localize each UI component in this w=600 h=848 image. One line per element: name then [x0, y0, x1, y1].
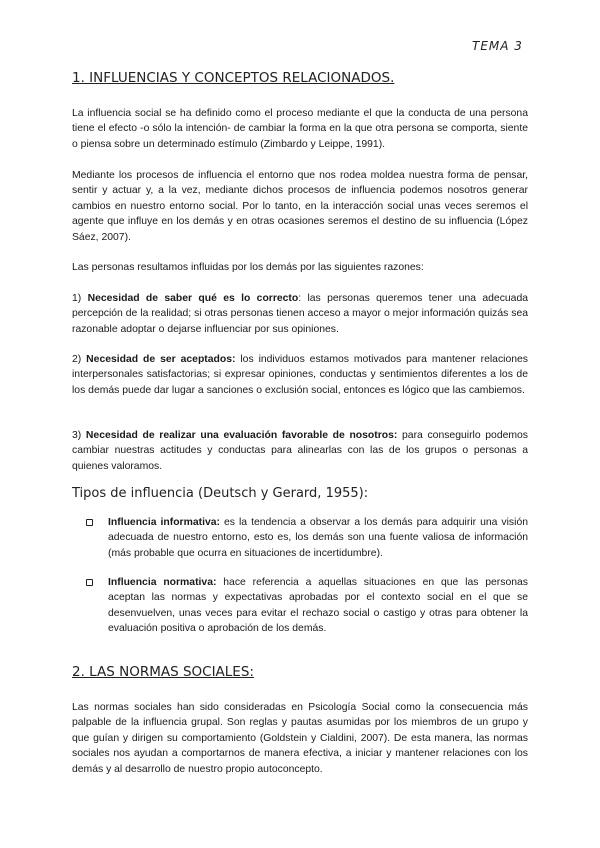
bullet-title: Influencia informativa: [108, 517, 220, 528]
page-header-tema: TEMA 3 [472, 39, 523, 53]
reason-text: para conseguirlo podemos cambiar nuestras actitudes y conductas para alinearlas con las de los grupos o personas a quienes valoramos. [72, 430, 529, 472]
section-2-title: 2. LAS NORMAS SOCIALES: [72, 664, 254, 680]
checkbox-bullet-icon [86, 519, 93, 526]
bullet-title: Influencia normativa: [108, 577, 217, 588]
paragraph-normas-sociales: Las normas sociales han sido consideradas en Psicología Social como la consecuencia más palpable de la influencia grupal. Son reglas y pautas asumidas por los miembros de un grupo y que guían y dirigen su comportamiento (Goldstein y Cialdini, 2007). De esta manera, las normas sociales nos ayudan a comportarnos de manera efectiva, a iniciar y mantener relaciones con los demás y al desarrollo de nuestro propio autoconcepto. [72, 702, 528, 775]
list-item-influencia-informativa [86, 515, 528, 561]
reason-item-3 [72, 428, 528, 474]
checkbox-bullet-icon [86, 579, 93, 586]
reason-title: Necesidad de saber qué es lo correcto [87, 293, 299, 304]
bullet-text: es la tendencia a observar a los demás para adquirir una visión adecuada de nuestro entorno, esto es, los demás son una fuente valiosa de información (más probable que ocurra en situaciones de incertidumbre). [108, 517, 528, 559]
reason-item-2 [72, 352, 528, 398]
bullet-text: hace referencia a aquellas situaciones en que las personas aceptan las normas y expectativas aprobadas por el contexto social en el que se desenvuelven, unas veces para evitar el rechazo social o castigo y otras para obtener la evaluación positiva o aprobación de los demás. [108, 577, 528, 635]
reason-title: Necesidad de ser aceptados: [86, 354, 236, 365]
reason-text: los individuos estamos motivados para mantener relaciones interpersonales satisfactorias; si expresar opiniones, conductas y sentimientos diferentes a los de los demás puede dar lugar a sanciones o exclusión social, entonces es lógico que las cambiemos. [72, 354, 528, 396]
reason-number: 3) [72, 430, 82, 441]
reason-number: 1) [72, 293, 82, 304]
reason-number: 2) [72, 354, 82, 365]
reason-text: : las personas queremos tener una adecuada percepción de la realidad; si otras personas tienen acceso a mayor o mejor información quizás sea razonable adoptar o dejarse influenciar por sus opiniones. [72, 293, 529, 335]
paragraph-influencia-definicion: La influencia social se ha definido como el proceso mediante el que la conducta de una persona tiene el efecto -o sólo la intención- de cambiar la forma en la que otra persona se comporta, siente o piensa sobre un determinado estímulo (Zimbardo y Leippe, 1991). [72, 108, 528, 150]
reason-item-1 [72, 291, 528, 337]
reason-title: Necesidad de realizar una evaluación favorable de nosotros: [85, 430, 398, 441]
list-item-influencia-normativa [86, 575, 528, 637]
paragraph-razones-intro: Las personas resultamos influidas por los demás por las siguientes razones: [72, 262, 424, 273]
section-1-title: 1. INFLUENCIAS Y CONCEPTOS RELACIONADOS. [72, 70, 395, 86]
tipos-influencia-title: Tipos de influencia (Deutsch y Gerard, 1955): [72, 486, 369, 501]
paragraph-procesos-influencia: Mediante los procesos de influencia el entorno que nos rodea moldea nuestra forma de pensar, sentir y actuar y, a la vez, mediante dichos procesos de influencia podemos nosotros generar cambios en nuestro entorno social. Por lo tanto, en la interacción social unas veces seremos el agente que influye en los demás y en otras ocasiones seremos el destino de su influencia (López Sáez, 2007). [72, 170, 528, 243]
